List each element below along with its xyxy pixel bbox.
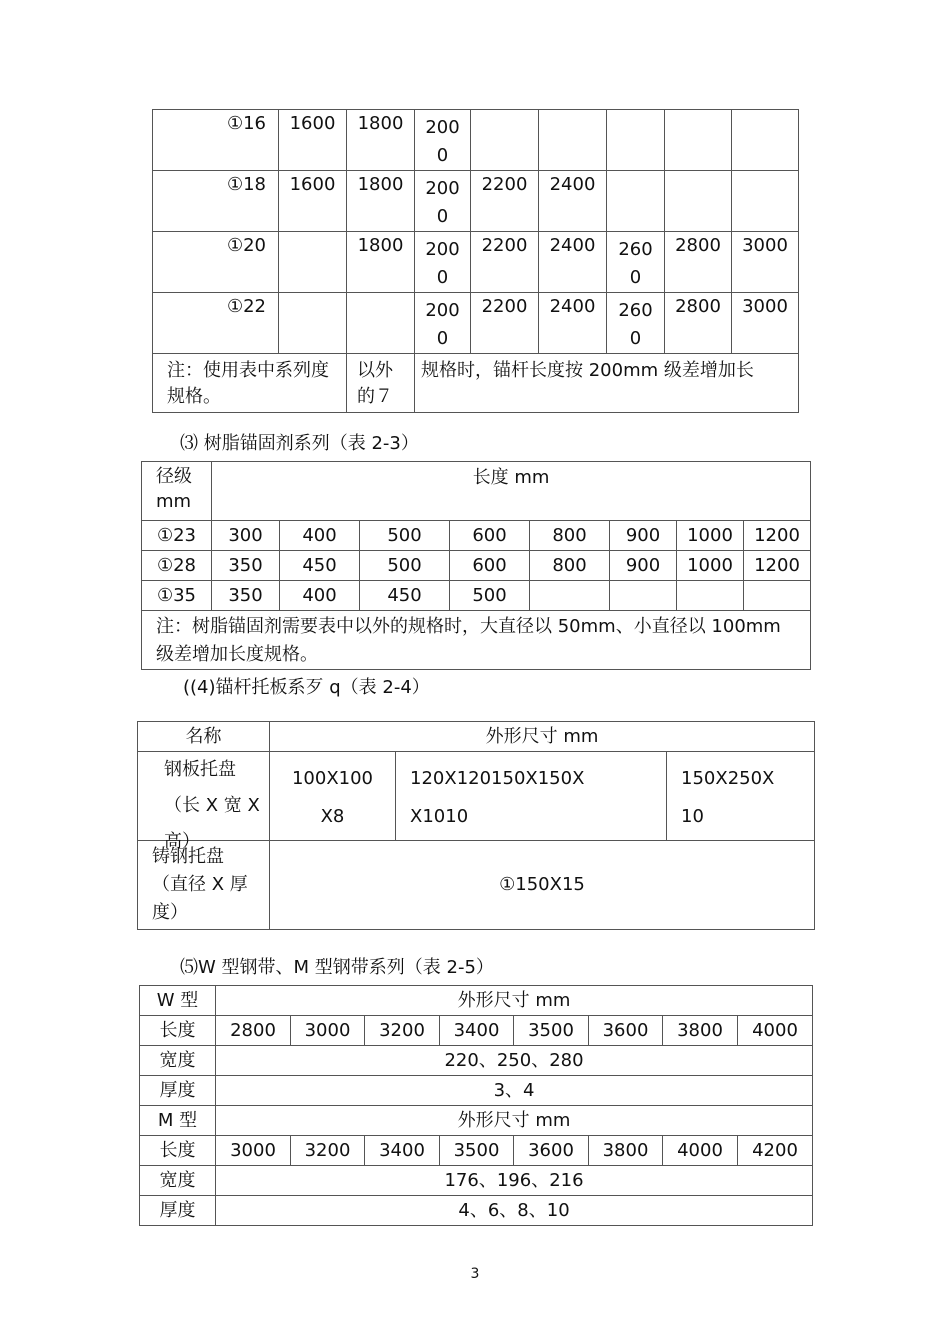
diameter-header: 径级 mm xyxy=(142,462,212,521)
diameter-cell: ①22 xyxy=(153,293,279,354)
note-row xyxy=(153,354,799,413)
table-row xyxy=(140,1136,813,1166)
table-cell: 220、250、280 xyxy=(216,1046,813,1076)
size-header: 外形尺寸 mm xyxy=(216,986,813,1016)
table-cell: 3400 xyxy=(440,1016,514,1046)
table-cell: 3400 xyxy=(365,1136,440,1166)
table-cell: 4200 xyxy=(738,1136,813,1166)
table-cell xyxy=(744,581,811,611)
cell-line: X1010 xyxy=(410,806,469,827)
table-cell: 3500 xyxy=(514,1016,589,1046)
table-cell: 2800 xyxy=(216,1016,291,1046)
table-cell: 1200 xyxy=(744,551,811,581)
length-label: 长度 xyxy=(140,1136,216,1166)
table-cell: 2800 xyxy=(665,293,732,354)
table-row xyxy=(140,1016,813,1046)
diameter-cell: ①18 xyxy=(153,171,279,232)
cell-line: 120X120150X150X xyxy=(410,768,585,789)
table-row xyxy=(138,841,815,930)
table-cell: 2600 xyxy=(607,293,665,354)
name-header: 名称 xyxy=(138,722,270,752)
table-header-row xyxy=(142,462,811,521)
page-number: 3 xyxy=(470,1266,480,1282)
m-type-label: M 型 xyxy=(140,1106,216,1136)
table-cell: 4000 xyxy=(738,1016,813,1046)
table-cell: 3600 xyxy=(589,1016,663,1046)
table-cell xyxy=(279,293,347,354)
table-cell xyxy=(471,110,539,171)
table-cell xyxy=(530,581,610,611)
table-cell: 2600 xyxy=(607,232,665,293)
table-cell: 3800 xyxy=(663,1016,738,1046)
table-cell xyxy=(732,110,799,171)
steel-plate-title: 钢板托盘 xyxy=(164,759,236,780)
table-row xyxy=(142,581,811,611)
diameter-cell: ①28 xyxy=(142,551,212,581)
table-cell xyxy=(677,581,744,611)
table-cell xyxy=(539,110,607,171)
table-row xyxy=(153,110,799,171)
width-label: 宽度 xyxy=(140,1166,216,1196)
table-cell: 2400 xyxy=(539,232,607,293)
table-row xyxy=(153,293,799,354)
table-cell xyxy=(610,581,677,611)
table-cell: 3200 xyxy=(291,1136,365,1166)
table-cell: 1000 xyxy=(677,551,744,581)
table-cell: 350 xyxy=(212,581,280,611)
cast-plate-dimensions: （直径 X 厚度） xyxy=(152,874,248,923)
table-cell xyxy=(607,110,665,171)
table-row xyxy=(140,1196,813,1226)
table-cell: 350 xyxy=(212,551,280,581)
resin-anchor-table xyxy=(141,461,811,670)
table-cell: 3000 xyxy=(732,293,799,354)
table-cell: 1000 xyxy=(677,521,744,551)
table-cell xyxy=(607,171,665,232)
table-cell: 2200 xyxy=(471,232,539,293)
table-cell: 400 xyxy=(280,581,360,611)
table-row xyxy=(138,752,815,841)
table-cell: 2200 xyxy=(471,293,539,354)
table-cell: 1800 xyxy=(347,171,415,232)
table-cell: 1800 xyxy=(347,110,415,171)
section-heading: ⑶ 树脂锚固剂系列（表 2-3） xyxy=(180,433,419,454)
table-cell xyxy=(665,171,732,232)
note-text: 以外的７ xyxy=(347,354,415,413)
table-cell: 2400 xyxy=(539,293,607,354)
table-cell xyxy=(347,293,415,354)
note-text: 注：使用表中系列度规格。 xyxy=(153,354,347,413)
table-row xyxy=(140,986,813,1016)
table-cell: 500 xyxy=(450,581,530,611)
table-cell: 900 xyxy=(610,521,677,551)
table-cell: 800 xyxy=(530,551,610,581)
table-cell: 900 xyxy=(610,551,677,581)
table-cell: 1200 xyxy=(744,521,811,551)
table-cell: 3000 xyxy=(291,1016,365,1046)
table-cell xyxy=(732,171,799,232)
table-row xyxy=(153,232,799,293)
anchor-plate-table xyxy=(137,721,815,930)
cast-plate-title: 铸钢托盘 xyxy=(152,846,224,867)
table-cell: 500 xyxy=(360,521,450,551)
table-header-row xyxy=(138,722,815,752)
note-text: 注：树脂锚固剂需要表中以外的规格时，大直径以 50mm、小直径以 100mm 级差增加长度规格。 xyxy=(142,611,811,670)
note-row xyxy=(142,611,811,670)
cast-plate-label xyxy=(138,841,270,930)
table-row xyxy=(140,1106,813,1136)
steel-strip-table xyxy=(139,985,813,1226)
table-cell: 400 xyxy=(280,521,360,551)
thickness-label: 厚度 xyxy=(140,1196,216,1226)
table-cell: 3800 xyxy=(589,1136,663,1166)
table-cell: 3500 xyxy=(440,1136,514,1166)
section-heading: ((4)锚杆托板系歹 q（表 2-4） xyxy=(183,677,430,698)
table-cell: 1600 xyxy=(279,171,347,232)
table-cell: 2000 xyxy=(415,293,471,354)
table-cell: 4、6、8、10 xyxy=(216,1196,813,1226)
table-cell: 2800 xyxy=(665,232,732,293)
table-cell: 4000 xyxy=(663,1136,738,1166)
section-heading: ⑸W 型钢带、M 型钢带系列（表 2-5） xyxy=(180,957,494,978)
table-cell: 3600 xyxy=(514,1136,589,1166)
table-cell: 3200 xyxy=(365,1016,440,1046)
diameter-cell: ①16 xyxy=(153,110,279,171)
table-row xyxy=(153,171,799,232)
note-text: 规格时，锚杆长度按 200mm 级差增加长 xyxy=(415,354,799,413)
table-cell xyxy=(665,110,732,171)
table-cell: 600 xyxy=(450,551,530,581)
table-row xyxy=(142,521,811,551)
size-header: 外形尺寸 mm xyxy=(216,1106,813,1136)
diameter-cell: ①35 xyxy=(142,581,212,611)
anchor-length-table xyxy=(152,109,799,413)
table-cell: 2400 xyxy=(539,171,607,232)
length-header: 长度 mm xyxy=(212,462,811,521)
table-cell: 2000 xyxy=(415,110,471,171)
width-label: 宽度 xyxy=(140,1046,216,1076)
table-cell: 2000 xyxy=(415,232,471,293)
table-cell xyxy=(667,752,815,841)
table-cell: 1600 xyxy=(279,110,347,171)
table-cell: 500 xyxy=(360,551,450,581)
thickness-label: 厚度 xyxy=(140,1076,216,1106)
table-cell: 3000 xyxy=(216,1136,291,1166)
table-cell: 600 xyxy=(450,521,530,551)
length-label: 长度 xyxy=(140,1016,216,1046)
steel-plate-dimensions: （长 X 宽 X 高） xyxy=(164,795,260,852)
table-cell xyxy=(279,232,347,293)
table-cell: 450 xyxy=(360,581,450,611)
cell-line: X8 xyxy=(320,806,345,827)
table-cell: 2200 xyxy=(471,171,539,232)
table-row xyxy=(142,551,811,581)
table-cell: 3、4 xyxy=(216,1076,813,1106)
table-row xyxy=(140,1046,813,1076)
diameter-cell: ①23 xyxy=(142,521,212,551)
w-type-label: W 型 xyxy=(140,986,216,1016)
table-cell: 300 xyxy=(212,521,280,551)
table-cell: ①150X15 xyxy=(270,841,815,930)
cell-line: 10 xyxy=(681,806,704,827)
table-cell xyxy=(270,752,396,841)
steel-plate-label xyxy=(138,752,270,852)
diameter-cell: ①20 xyxy=(153,232,279,293)
table-cell: 1800 xyxy=(347,232,415,293)
cell-line: 150X250X xyxy=(681,768,775,789)
table-row xyxy=(140,1166,813,1196)
table-cell xyxy=(396,752,667,841)
table-cell: 3000 xyxy=(732,232,799,293)
table-row xyxy=(140,1076,813,1106)
table-cell: 2000 xyxy=(415,171,471,232)
table-cell: 450 xyxy=(280,551,360,581)
size-header: 外形尺寸 mm xyxy=(270,722,815,752)
table-cell: 800 xyxy=(530,521,610,551)
table-cell: 176、196、216 xyxy=(216,1166,813,1196)
cell-line: 100X100 xyxy=(291,768,374,789)
